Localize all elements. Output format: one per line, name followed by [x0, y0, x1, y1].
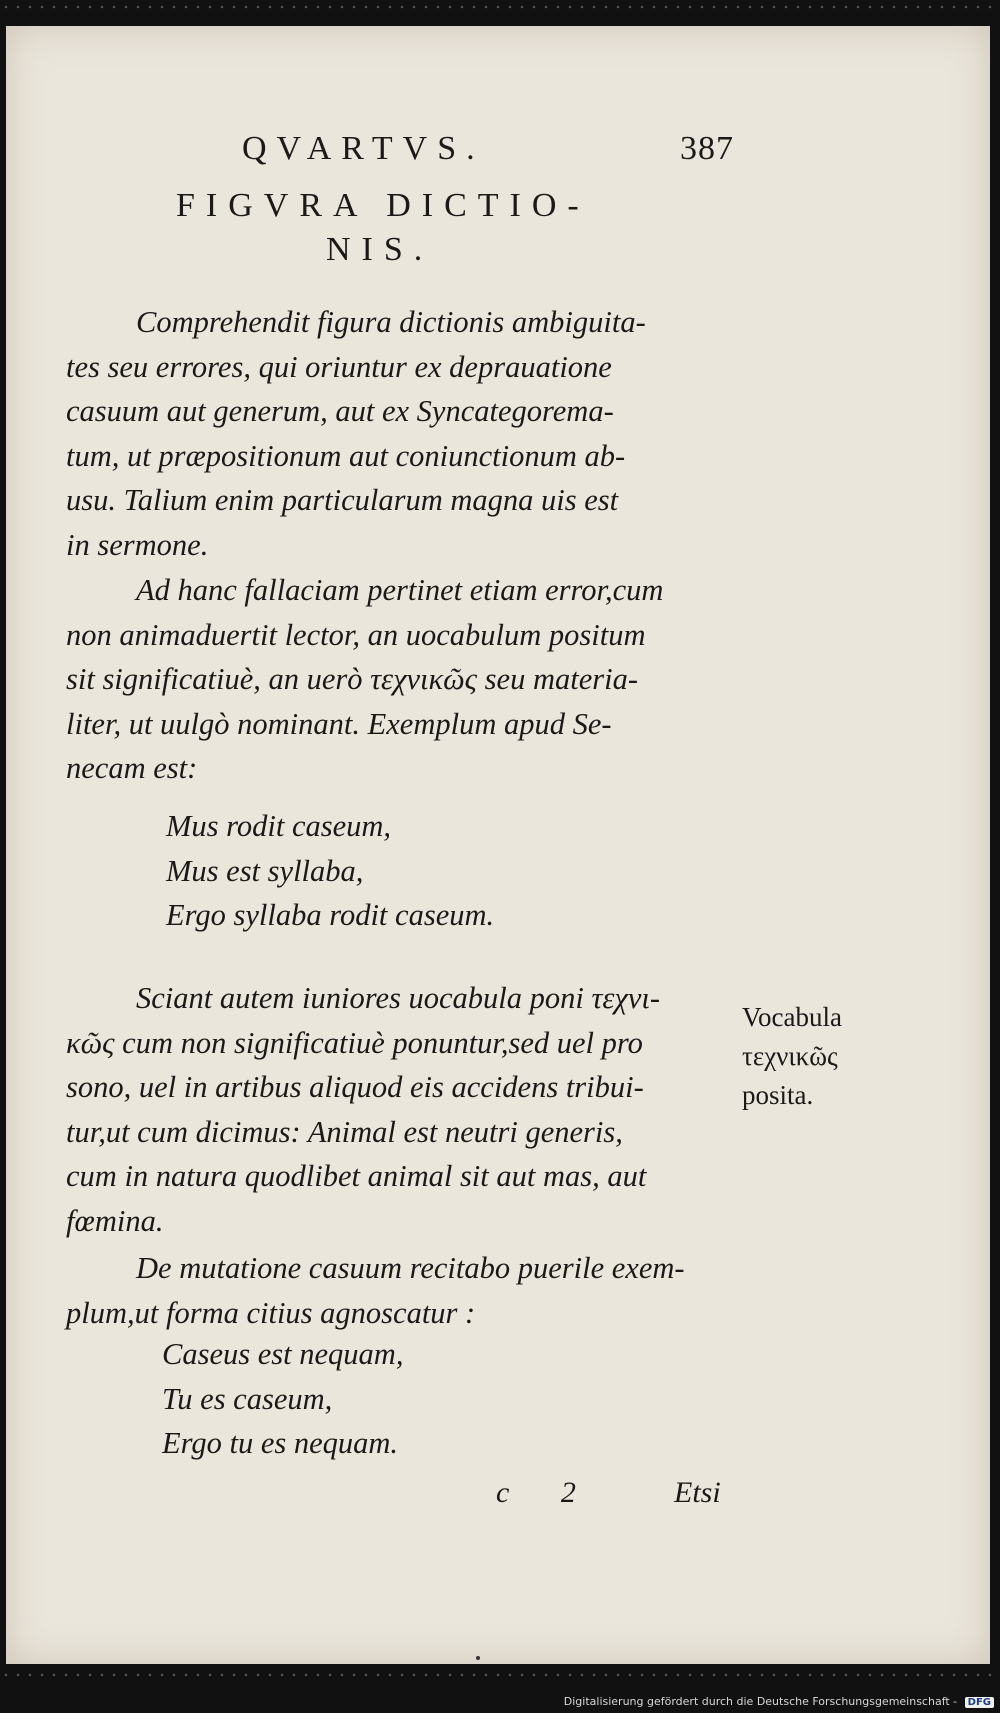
marginal-line: posita.	[742, 1080, 814, 1110]
paragraph-4	[66, 1246, 746, 1335]
text-line: tum, ut præpositionum aut coniunctionum ab-	[66, 438, 626, 473]
text-line: De mutatione casuum recitabo puerile exem-	[136, 1251, 685, 1285]
verse-syllogism-2	[162, 1332, 842, 1466]
section-title-line: NIS.	[326, 231, 434, 268]
text-line: tes seu errores, qui oriuntur ex deprauatione	[66, 349, 612, 384]
catchword: Etsi	[674, 1476, 721, 1509]
paragraph-1	[66, 300, 746, 567]
text-line: Comprehendit figura dictionis ambiguita-	[136, 305, 646, 339]
marginal-line: Vocabula	[742, 1002, 842, 1032]
ruler-dots-top	[0, 4, 1000, 10]
text-line: plum,ut forma citius agnoscatur :	[66, 1295, 476, 1330]
marginal-line: τεχνικῶς	[742, 1041, 838, 1071]
folio-number: 387	[680, 130, 734, 167]
text-line: fœmina.	[66, 1203, 164, 1238]
verse-line: Ergo syllaba rodit caseum.	[166, 898, 495, 932]
ink-speck	[476, 1656, 480, 1660]
text-line: tur,ut cum dicimus: Animal est neutri generis,	[66, 1114, 623, 1149]
text-line: cum in natura quodlibet animal sit aut mas, aut	[66, 1159, 647, 1193]
paragraph-3	[66, 976, 746, 1243]
digitization-credit	[564, 1695, 994, 1708]
text-line: sono, uel in artibus aliquod eis accidens tribui-	[66, 1070, 644, 1104]
section-title	[176, 184, 736, 272]
dfg-logo: DFG	[965, 1697, 994, 1708]
text-line: Sciant autem iuniores uocabula poni τεχνι-	[136, 981, 660, 1015]
text-line: necam est:	[66, 751, 198, 785]
running-head: QVARTVS.	[242, 130, 485, 167]
text-line: Ad hanc fallaciam pertinet etiam error,cum	[136, 573, 664, 607]
marginal-note	[742, 998, 842, 1115]
verse-line: Caseus est nequam,	[162, 1337, 404, 1371]
page-header	[242, 130, 742, 168]
section-title-line: FIGVRA DICTIO-	[176, 187, 590, 224]
text-line: non animaduertit lector, an uocabulum positum	[66, 617, 646, 652]
text-line: usu. Talium enim particularum magna uis est	[66, 483, 619, 517]
book-page	[6, 26, 990, 1664]
verse-line: Mus rodit caseum,	[166, 809, 392, 843]
credit-text: Digitalisierung gefördert durch die Deutsche Forschungsgemeinschaft -	[563, 1695, 958, 1708]
text-line: in sermone.	[66, 527, 209, 562]
verse-line: Mus est syllaba,	[166, 853, 364, 888]
text-line: liter, ut uulgò nominant. Exemplum apud Se-	[66, 706, 612, 741]
ruler-dots-bottom	[0, 1672, 1000, 1678]
verse-syllogism-1	[166, 804, 846, 938]
text-line: sit significatiuè, an uerò τεχνικῶς seu materia-	[66, 662, 638, 696]
paragraph-2	[66, 568, 746, 791]
verse-line: Ergo tu es nequam.	[162, 1426, 399, 1460]
text-line: κῶς cum non significatiuè ponuntur,sed uel pro	[66, 1025, 643, 1060]
verse-line: Tu es caseum,	[162, 1381, 333, 1416]
text-line: casuum aut generum, aut ex Syncategorema-	[66, 394, 614, 428]
signature-mark: c 2	[496, 1476, 598, 1509]
